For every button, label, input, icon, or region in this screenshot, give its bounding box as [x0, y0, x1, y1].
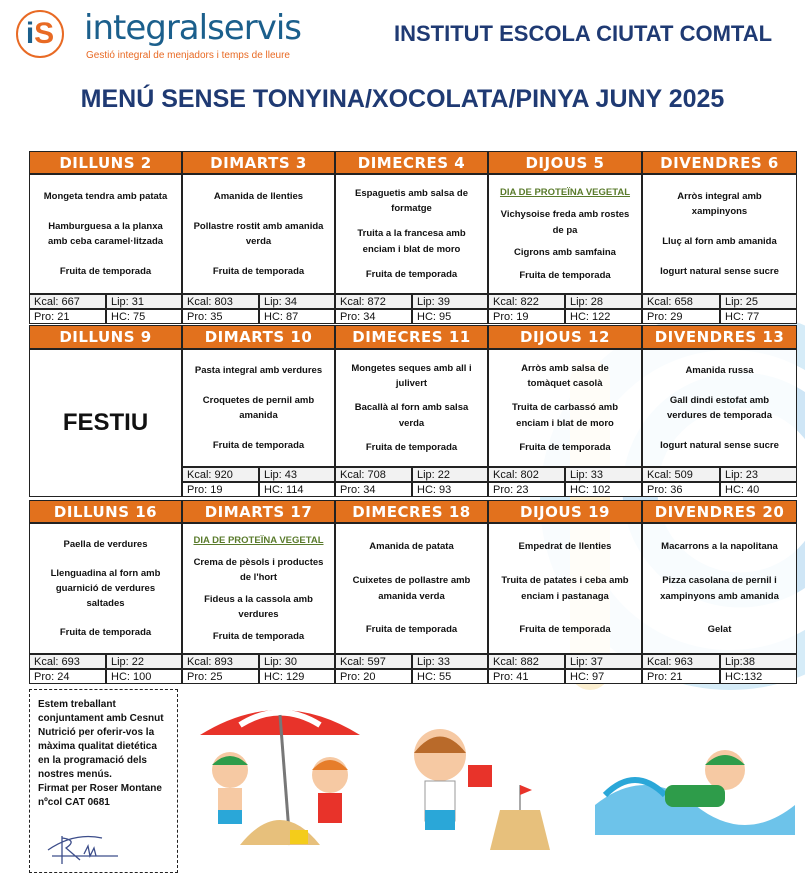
dish-item: Mongetes seques amb all i julivert	[351, 362, 472, 389]
kcal-value: Kcal: 667	[29, 294, 106, 309]
kcal-value: Kcal: 920	[182, 467, 259, 482]
company-logo	[14, 8, 304, 63]
dish-item: Gall dindi estofat amb verdures de temporada	[666, 394, 773, 421]
lipids-value: Lip: 43	[259, 467, 335, 482]
dish-item: Arròs integral amb xampinyons	[677, 190, 762, 217]
dish-item: Fruita de temporada	[212, 266, 305, 278]
note-text: Estem treballant conjuntament amb Cesnut Nutrició per oferir-vos la màxima qualitat dietética en la programació dels nostres menús.	[38, 699, 164, 780]
dish-item: Truita de patates i ceba amb enciam i pastanaga	[501, 575, 629, 602]
kcal-value: Kcal: 882	[488, 654, 565, 669]
day-header: DIMARTS 10	[182, 325, 335, 349]
logo-name: integralservis	[84, 8, 301, 48]
dish-item: Amanida de llenties	[213, 190, 304, 202]
dish-item: Fruita de temporada	[519, 442, 611, 454]
day-menu	[335, 174, 488, 294]
protein-value: Pro: 19	[182, 482, 259, 497]
lipids-value: Lip: 33	[412, 654, 488, 669]
protein-value: Pro: 34	[335, 482, 412, 497]
lipids-value: Lip: 39	[412, 294, 488, 309]
dish-item: Vichysoise freda amb rostes de pa	[500, 209, 630, 236]
dish-item: Truita a la francesa amb enciam i blat de moro	[357, 228, 466, 255]
day-header: DILLUNS 16	[29, 500, 182, 523]
week-1-grid	[29, 151, 797, 324]
carbs-value: HC: 93	[412, 482, 488, 497]
day-menu	[642, 174, 797, 294]
dish-item: Fruita de temporada	[212, 630, 305, 642]
dish-item: Mongeta tendra amb patata	[43, 190, 168, 202]
lipids-value: Lip: 28	[565, 294, 642, 309]
lipids-value: Lip: 22	[106, 654, 182, 669]
dish-item: Bacallà al forn amb salsa verda	[354, 402, 469, 429]
kcal-value: Kcal: 509	[642, 467, 720, 482]
dish-item: Fruita de temporada	[365, 442, 458, 454]
protein-value: Pro: 20	[335, 669, 412, 684]
dish-item: Fruita de temporada	[365, 624, 458, 636]
day-menu	[29, 174, 182, 294]
day-header: DIMECRES 18	[335, 500, 488, 523]
protein-value: Pro: 25	[182, 669, 259, 684]
carbs-value: HC: 40	[720, 482, 797, 497]
kids-umbrella-illustration	[190, 695, 380, 865]
carbs-value: HC: 122	[565, 309, 642, 324]
kcal-value: Kcal: 708	[335, 467, 412, 482]
day-menu	[488, 349, 642, 467]
dish-item: Iogurt natural sense sucre	[660, 439, 779, 451]
dish-item: Fruita de temporada	[59, 626, 152, 638]
carbs-value: HC: 77	[720, 309, 797, 324]
dish-item: Lluç al forn amb amanida	[662, 235, 777, 247]
carbs-value: HC: 100	[106, 669, 182, 684]
carbs-value: HC: 55	[412, 669, 488, 684]
dish-item: Arròs amb salsa de tomàquet casolà	[521, 362, 609, 389]
kcal-value: Kcal: 822	[488, 294, 565, 309]
carbs-value: HC: 87	[259, 309, 335, 324]
day-menu	[182, 174, 335, 294]
dish-item: Macarrons a la napolitana	[661, 541, 778, 553]
dish-item: Fruita de temporada	[212, 439, 305, 451]
dish-item: Crema de pèsols i productes de l'hort	[193, 556, 324, 584]
lipids-value: Lip: 25	[720, 294, 797, 309]
lipids-value: Lip:38	[720, 654, 797, 669]
dish-item: Fruita de temporada	[365, 268, 458, 280]
dish-item: Hamburguesa a la planxa amb ceba caramel·litzada	[47, 220, 164, 247]
day-menu	[335, 523, 488, 654]
dish-item: Fruita de temporada	[519, 624, 611, 636]
kcal-value: Kcal: 597	[335, 654, 412, 669]
dish-item: Gelat	[707, 624, 732, 636]
day-menu	[488, 174, 642, 294]
dish-item: Cuixetes de pollastre amb amanida verda	[352, 575, 471, 602]
dish-item: Paella de verdures	[63, 538, 148, 550]
day-menu	[488, 523, 642, 654]
carbs-value: HC: 114	[259, 482, 335, 497]
day-menu	[642, 523, 797, 654]
nutrition-note	[29, 689, 178, 873]
day-header: DIVENDRES 6	[642, 151, 797, 174]
carbs-value: HC: 97	[565, 669, 642, 684]
protein-value: Pro: 29	[642, 309, 720, 324]
day-header: DIJOUS 5	[488, 151, 642, 174]
dish-item: Pizza casolana de pernil i xampinyons amb amanida	[660, 575, 779, 602]
lipids-value: Lip: 23	[720, 467, 797, 482]
dish-item: Iogurt natural sense sucre	[660, 266, 779, 278]
day-header: DIMARTS 3	[182, 151, 335, 174]
dish-item: Llenguadina al forn amb guarnició de verdures saltades	[50, 567, 161, 610]
kcal-value: Kcal: 893	[182, 654, 259, 669]
day-header: DIMECRES 4	[335, 151, 488, 174]
kcal-value: Kcal: 693	[29, 654, 106, 669]
protein-value: Pro: 34	[335, 309, 412, 324]
day-menu	[29, 523, 182, 654]
protein-value: Pro: 41	[488, 669, 565, 684]
week-3-grid	[29, 500, 797, 684]
lipids-value: Lip: 31	[106, 294, 182, 309]
dish-item: Amanida de patata	[369, 541, 454, 553]
day-header: DIJOUS 12	[488, 325, 642, 349]
dish-item: Pollastre rostit amb amanida verda	[193, 220, 324, 247]
protein-value: Pro: 24	[29, 669, 106, 684]
protein-value: Pro: 19	[488, 309, 565, 324]
carbs-value: HC:132	[720, 669, 797, 684]
day-menu	[642, 349, 797, 467]
day-header: DIVENDRES 13	[642, 325, 797, 349]
vegetable-protein-day-label: DIA DE PROTEÏNA VEGETAL	[499, 186, 631, 198]
dish-item: Fruita de temporada	[519, 270, 611, 282]
dish-item: Amanida russa	[685, 365, 754, 377]
day-header: DIMECRES 11	[335, 325, 488, 349]
logo-tagline: Gestió integral de menjadors i temps de lleure	[86, 50, 290, 61]
kid-swimming-illustration	[595, 725, 795, 845]
protein-value: Pro: 35	[182, 309, 259, 324]
signature-image	[44, 830, 124, 866]
protein-value: Pro: 21	[642, 669, 720, 684]
dish-item: Croquetes de pernil amb amanida	[202, 394, 315, 421]
kcal-value: Kcal: 872	[335, 294, 412, 309]
kcal-value: Kcal: 803	[182, 294, 259, 309]
dish-item: Espaguetis amb salsa de formatge	[355, 188, 468, 215]
protein-value: Pro: 36	[642, 482, 720, 497]
carbs-value: HC: 102	[565, 482, 642, 497]
dish-item: Pasta integral amb verdures	[194, 365, 323, 377]
lipids-value: Lip: 34	[259, 294, 335, 309]
day-header: DILLUNS 9	[29, 325, 182, 349]
dish-item: Cigrons amb samfaina	[514, 247, 616, 259]
vegetable-protein-day-label: DIA DE PROTEÏNA VEGETAL	[193, 535, 324, 547]
lipids-value: Lip: 33	[565, 467, 642, 482]
kcal-value: Kcal: 963	[642, 654, 720, 669]
kcal-value: Kcal: 658	[642, 294, 720, 309]
day-header: DIVENDRES 20	[642, 500, 797, 523]
lipids-value: Lip: 30	[259, 654, 335, 669]
carbs-value: HC: 75	[106, 309, 182, 324]
lipids-value: Lip: 37	[565, 654, 642, 669]
holiday-label: FESTIU	[29, 349, 182, 497]
kcal-value: Kcal: 802	[488, 467, 565, 482]
carbs-value: HC: 95	[412, 309, 488, 324]
dish-item: Empedrat de llenties	[518, 541, 612, 553]
week-2-grid	[29, 325, 797, 497]
page-title: MENÚ SENSE TONYINA/XOCOLATA/PINYA JUNY 2025	[80, 85, 725, 113]
protein-value: Pro: 21	[29, 309, 106, 324]
day-menu	[182, 523, 335, 654]
protein-value: Pro: 23	[488, 482, 565, 497]
day-menu	[335, 349, 488, 467]
note-signature-text: Firmat per Roser Montane nºcol CAT 0681	[38, 783, 162, 808]
school-name: INSTITUT ESCOLA CIUTAT COMTAL	[394, 21, 773, 46]
carbs-value: HC: 129	[259, 669, 335, 684]
kid-sandcastle-illustration	[400, 715, 560, 865]
day-menu	[182, 349, 335, 467]
logo-mark: iS	[16, 10, 64, 58]
day-header: DILLUNS 2	[29, 151, 182, 174]
day-header: DIMARTS 17	[182, 500, 335, 523]
dish-item: Fideus a la cassola amb verdures	[204, 593, 313, 620]
dish-item: Truita de carbassó amb enciam i blat de moro	[511, 402, 619, 429]
lipids-value: Lip: 22	[412, 467, 488, 482]
dish-item: Fruita de temporada	[59, 266, 152, 278]
day-header: DIJOUS 19	[488, 500, 642, 523]
